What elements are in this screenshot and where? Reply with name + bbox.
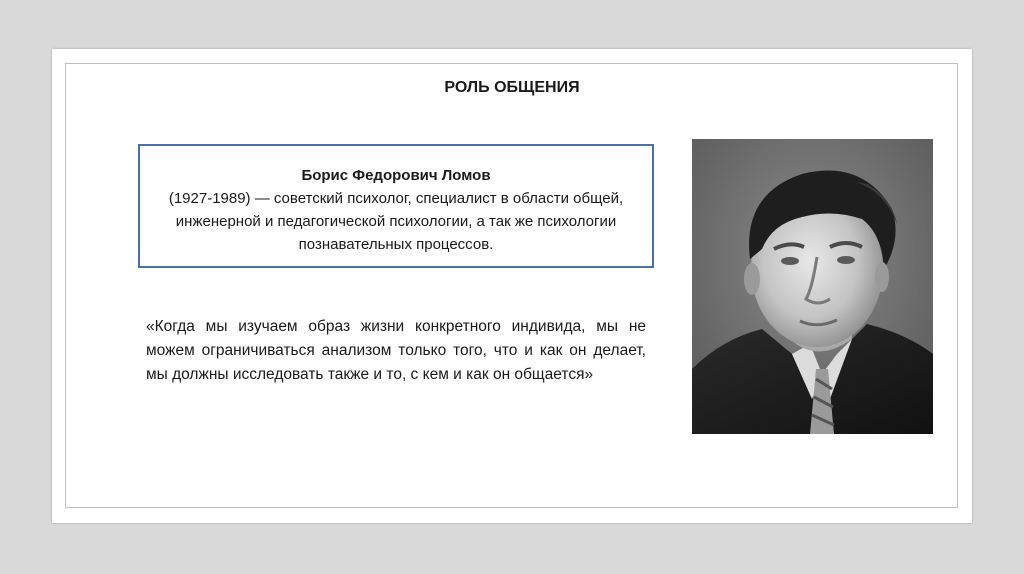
bio-box [138, 144, 654, 268]
bio-name: Борис Федорович Ломов [301, 167, 491, 184]
bio-description: (1927-1989) — советский психолог, специалист в области общей, инженерной и педагогической психологии, а так же психологии познавательных процессов. [168, 190, 624, 253]
portrait-illustration [692, 139, 933, 434]
slide-title: РОЛЬ ОБЩЕНИЯ [444, 79, 580, 96]
portrait-photo [692, 139, 933, 434]
quote-text: «Когда мы изучаем образ жизни конкретного индивида, мы не можем ограничиваться анализом только того, что и как он делает, мы должны исследовать также и то, с кем и как он общается» [146, 318, 646, 383]
slide [52, 49, 972, 523]
